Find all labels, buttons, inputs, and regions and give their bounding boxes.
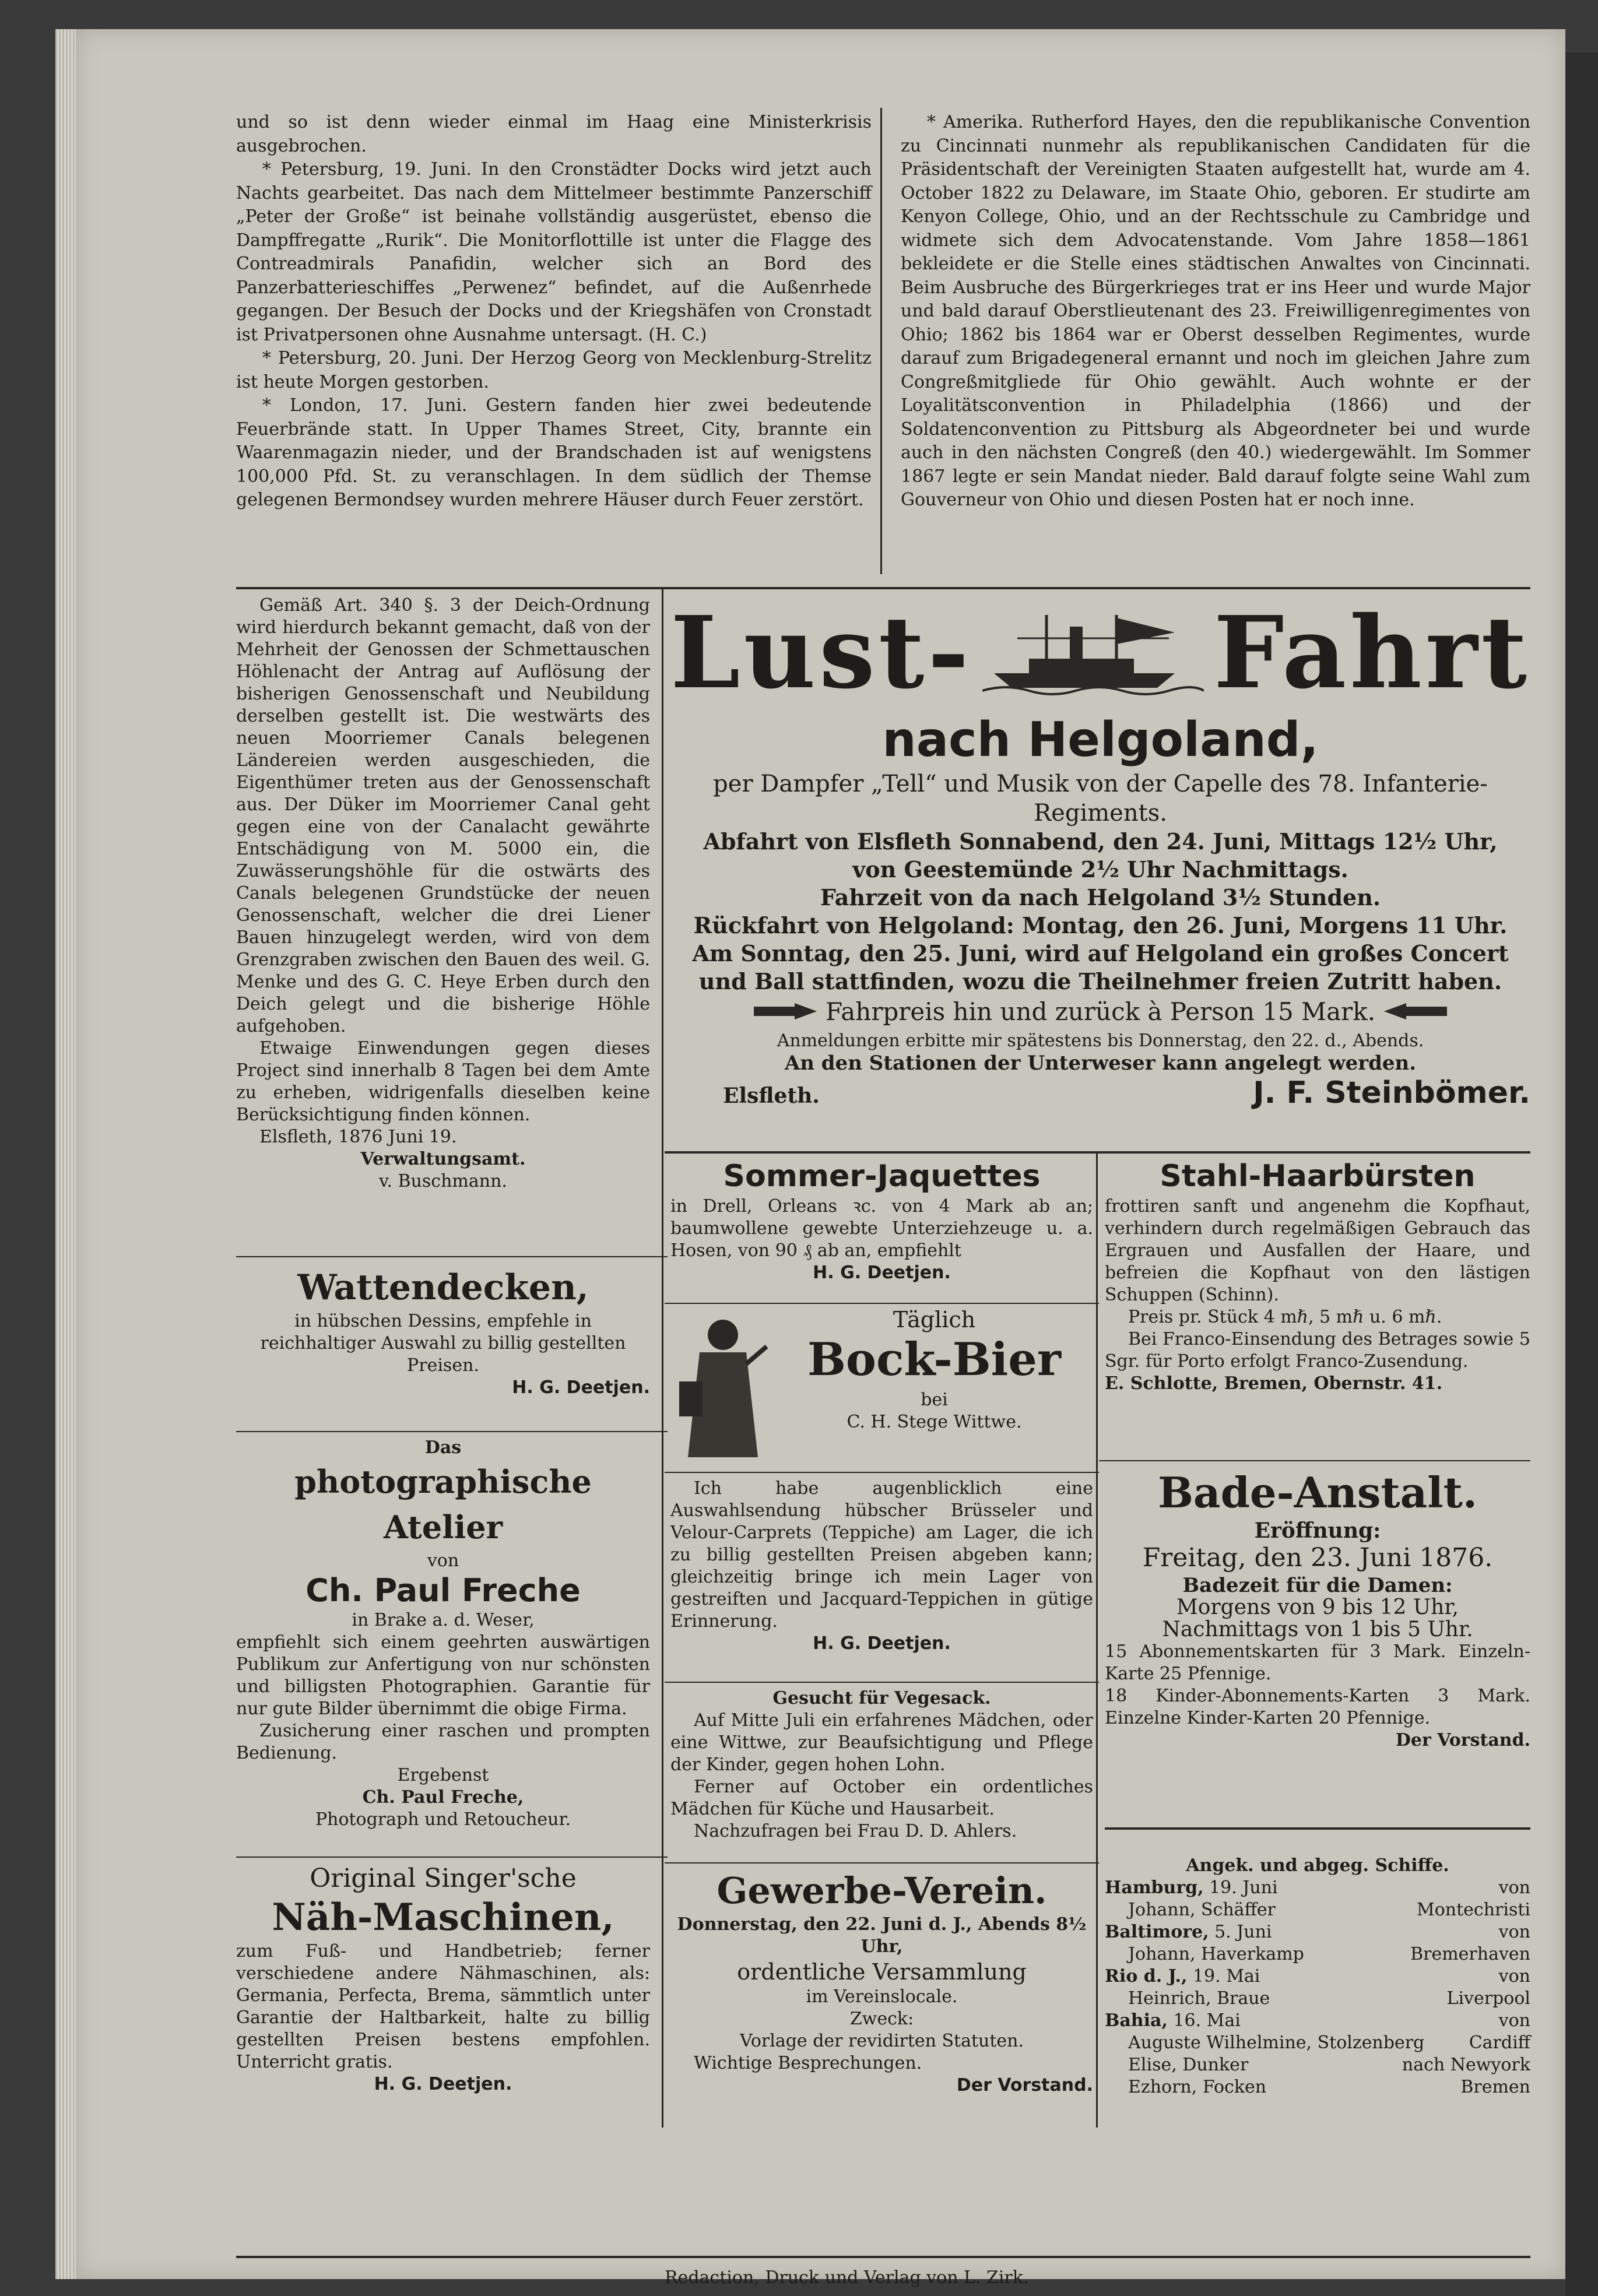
ship-name: Auguste Wilhelmine, Stolzenberg <box>1128 2033 1425 2053</box>
teppiche-ad <box>670 1478 1093 1655</box>
atelier-role: Photograph und Retoucheur. <box>315 1809 571 1830</box>
news-item: * Petersburg, 19. Juni. In den Cronstädter Docks wird jetzt auch Nachts gearbeitet. Das nach dem Mittelmeer bestimmte Panzerschiff „Peter der Große“ ist beinahe vollständig ausgerüstet, ebenso die Dampffregatte „Rurik“. Die Monitorflottille ist unter die Flagge des Contreadmirals Panafidin, welcher sich an Bord des Panzerbatterieschiffes „Perwenez“ befindet, auf die Außenrhede gegangen. Der Besuch der Docks und der Kriegshäfen von Cronstadt ist Privatpersonen ohne Ausnahme untersagt. (H. C.) <box>236 159 872 345</box>
ship-date: 5. Juni <box>1214 1922 1272 1942</box>
news-item: * Amerika. Rutherford Hayes, den die republikanische Convention zu Cincinnati nunmehr als republikanischen Candidaten für die Präsidentschaft der Vereinigten Staaten aufgestellt hat, wurde am 4. October 1822 zu Delaware, im Staate Ohio, geboren. Er studirte am Kenyon College, Ohio, und an der Rechtsschule zu Cambridge und widmete sich dem Advocatenstande. Vom Jahre 1858—1861 bekleidete er die Stelle eines städtischen Anwaltes von Cincinnati. Beim Ausbruche des Bürgerkrieges trat er ins Heer und wurde Major und bald darauf Oberstlieutenant des 23. Freiwilligenregimentes von Ohio; 1862 bis 1864 war er Oberst desselben Regimentes, wurde darauf zum Brigadegeneral ernannt und noch im gleichen Jahre zum Congreßmitgliede für Ohio gewählt. Auch wohnte er der Loyalitätsconvention in Philadelphia (1866) und der Soldatenconvention zu Pittsburg als Abgeordneter bei und wurde auch in den nächsten Congreß (den 40.) wiedergewählt. Im Sommer 1867 legte er sein Mandat nieder. Bald darauf folgte seine Wahl zum Gouverneur von Ohio und diesen Posten hat er noch inne. <box>901 112 1530 510</box>
deich-notice <box>236 595 650 1193</box>
ship-name: Johann, Haverkamp <box>1128 1944 1304 1964</box>
ship-date: 16. Mai <box>1173 2010 1241 2031</box>
gewerbe-date: Donnerstag, den 22. Juni d. J., Abends 8½ Uhr, <box>677 1914 1087 1957</box>
haarbuersten-signer: E. Schlotte, Bremen, Obernstr. 41. <box>1105 1373 1443 1394</box>
gesucht-text2: Ferner auf October ein ordentliches Mädchen für Küche und Hausarbeit. <box>670 1777 1093 1819</box>
ship-entry <box>1105 1921 1530 1966</box>
ship-date: 19. Juni <box>1209 1877 1278 1898</box>
gesucht-ad <box>670 1687 1093 1843</box>
ad-divider <box>1099 1460 1530 1461</box>
gesucht-title: Gesucht für Vegesack. <box>772 1688 991 1708</box>
gesucht-text: Auf Mitte Juli ein erfahrenes Mädchen, oder eine Wittwe, zur Beaufsichtigung und Pflege der Kinder, gegen hohen Lohn. <box>670 1710 1093 1775</box>
gewerbe-ad <box>670 1868 1093 2097</box>
pointing-hand-icon <box>754 997 818 1030</box>
bade-ladies: Badezeit für die Damen: <box>1182 1574 1453 1597</box>
atelier-place: in Brake a. d. Weser, <box>352 1610 535 1630</box>
ship-port: Hamburg, <box>1105 1877 1204 1898</box>
wattendecken-title: Wattendecken, <box>297 1267 589 1308</box>
ad-divider <box>665 1682 1099 1683</box>
lustfahrt-title-left: Lust- <box>670 595 972 711</box>
gewerbe-meeting: ordentliche Versammlung <box>737 1959 1027 1985</box>
jaquettes-signer: H. G. Deetjen. <box>813 1263 951 1283</box>
ad-divider <box>236 1857 668 1858</box>
bockbier-bei: bei <box>921 1390 948 1410</box>
wattendecken-signer: H. G. Deetjen. <box>512 1377 650 1398</box>
lustfahrt-register: Anmeldungen erbitte mir spätestens bis Donnerstag, den 22. d., Abends. <box>777 1031 1424 1051</box>
ship-date: 19. Mai <box>1192 1966 1260 1986</box>
jaquettes-text: in Drell, Orleans ꝛc. von 4 Mark ab an; baumwollene gewebte Unterziehzeuge u. a. Hosen, von 90 ₰ ab an, empfiehlt <box>670 1196 1093 1261</box>
lustfahrt-subtitle: nach Helgoland, <box>882 712 1319 768</box>
haarbuersten-text2: Bei Franco-Einsendung des Betrages sowie 5 Sgr. für Porto erfolgt Franco-Zusendung. <box>1105 1329 1530 1372</box>
naehmaschinen-ad <box>236 1862 650 2095</box>
atelier-von: von <box>427 1550 459 1571</box>
haarbuersten-price: Preis pr. Stück 4 mℏ, 5 mℏ u. 6 mℏ. <box>1128 1307 1442 1327</box>
news-item: * London, 17. Juni. Gestern fanden hier zwei bedeutende Feuerbrände statt. In Upper Thames Street, City, brannte ein Waarenmagazin nieder, und der Brandschaden ist auf wenigstens 100,000 Pfd. St. zu veranschlagen. In dem südlich der Themse gelegenen Bermondsey wurden mehrere Häuser durch Feuer zerstört. <box>236 395 872 510</box>
ship-name: Ezhorn, Focken <box>1128 2077 1267 2097</box>
atelier-regards: Ergebenst <box>397 1765 489 1785</box>
gewerbe-place: im Vereinslocale. <box>806 1986 958 2007</box>
ship-entry <box>1105 1966 1530 2010</box>
ship-destination: nach Newyork <box>1402 2055 1530 2075</box>
ship-destination: Bremen <box>1460 2077 1530 2097</box>
lustfahrt-line3: von Geestemünde 2½ Uhr Nachmittags. <box>852 856 1348 882</box>
gewerbe-purpose: Zweck: <box>849 2009 914 2029</box>
column-divider <box>1096 1151 1098 2128</box>
bade-tickets1: 15 Abonnementskarten für 3 Mark. Einzeln-Karte 25 Pfennige. <box>1105 1641 1530 1684</box>
bockbier-title: Bock-Bier <box>807 1333 1061 1386</box>
bade-date: Freitag, den 23. Juni 1876. <box>1142 1543 1493 1573</box>
jaquettes-title: Sommer-Jaquettes <box>723 1159 1041 1194</box>
bade-tickets2: 18 Kinder-Abonnements-Karten 3 Mark. Einzelne Kinder-Karten 20 Pfennige. <box>1105 1686 1530 1728</box>
monk-beer-icon <box>676 1312 770 1469</box>
lustfahrt-title-right: Fahrt <box>1213 595 1530 711</box>
atelier-text: empfiehlt sich einem geehrten auswärtigen Publikum zur Anfertigung von nur schönsten und billigsten Photographien. Garantie für nur gute Bilder übernimmt die obige Firma. <box>236 1632 650 1719</box>
lustfahrt-stations: An den Stationen der Unterweser kann angelegt werden. <box>784 1052 1417 1075</box>
notice-office: Verwaltungsamt. <box>360 1149 526 1169</box>
ad-divider <box>236 1431 668 1432</box>
gewerbe-item2: Wichtige Besprechungen. <box>694 2053 922 2073</box>
ad-divider <box>665 1862 1099 1863</box>
atelier-ad <box>236 1437 650 1831</box>
lustfahrt-line1: per Dampfer „Tell“ und Musik von der Capelle des 78. Infanterie-Regiments. <box>713 771 1488 827</box>
haarbuersten-text: frottiren sanft und angenehm die Kopfhaut, verhindern durch regelmäßigen Gebrauch das Ergrauen und Ausfallen der Haare, und befreien die Kopfhaut von den lästigen Schuppen (Schinn). <box>1105 1196 1530 1305</box>
haarbuersten-title: Stahl-Haarbürsten <box>1160 1159 1476 1194</box>
ad-divider <box>665 1303 1099 1304</box>
lustfahrt-line2: Abfahrt von Elsfleth Sonnabend, den 24. Juni, Mittags 12½ Uhr, <box>703 828 1498 855</box>
lustfahrt-line5: Rückfahrt von Helgoland: Montag, den 26. Juni, Morgens 11 Uhr. <box>693 912 1508 938</box>
lustfahrt-ad <box>670 595 1530 1112</box>
wattendecken-text: in hübschen Dessins, empfehle in reichhaltiger Auswahl zu billig gestellten Preisen. <box>260 1311 626 1376</box>
gewerbe-signer: Der Vorstand. <box>956 2075 1093 2095</box>
bade-ad <box>1105 1466 1530 1752</box>
atelier-text2: Zusicherung einer raschen und prompten Bedienung. <box>236 1721 650 1763</box>
bade-title: Bade-Anstalt. <box>1158 1468 1477 1517</box>
news-left-column <box>236 111 872 512</box>
news-item: und so ist denn wieder einmal im Haag eine Ministerkrisis ausgebrochen. <box>236 112 872 156</box>
naehmaschinen-title: Näh-Maschinen, <box>272 1896 614 1939</box>
notice-signer: v. Buschmann. <box>379 1171 507 1191</box>
jaquettes-ad <box>670 1157 1093 1284</box>
ship-origin: Montechristi <box>1416 1900 1530 1920</box>
ship-entry <box>1105 2054 1530 2076</box>
gesucht-text3: Nachzufragen bei Frau D. D. Ahlers. <box>694 1821 1017 1841</box>
schiffe-list <box>1105 1855 1530 2098</box>
ship-port: Baltimore, <box>1105 1922 1209 1942</box>
bade-afternoon: Nachmittags von 1 bis 5 Uhr. <box>1162 1618 1473 1641</box>
atelier-pre: Das <box>424 1437 462 1458</box>
naehmaschinen-text: zum Fuß- und Handbetrieb; ferner verschiedene andere Nähmaschinen, als: Germania, Perfecta, Brema, sämmtlich unter Garantie der Haltbarkeit, halte zu billig gestellten Preisen bestens empfohlen. Unterricht gratis. <box>236 1941 650 2072</box>
news-item: * Petersburg, 20. Juni. Der Herzog Georg von Mecklenburg-Strelitz ist heute Morgen gestorben. <box>236 348 872 392</box>
pointing-hand-icon <box>1383 997 1447 1030</box>
wattendecken-ad <box>236 1265 650 1399</box>
lustfahrt-place: Elsfleth. <box>723 1084 820 1108</box>
haarbuersten-ad <box>1105 1157 1530 1395</box>
ship-von: von <box>1498 1966 1530 1986</box>
ship-entry <box>1105 1877 1530 1921</box>
ship-port: Rio d. J., <box>1105 1966 1188 1986</box>
notice-paragraph: Gemäß Art. 340 §. 3 der Deich-Ordnung wird hierdurch bekannt gemacht, daß von der Mehrheit der Genossen der Schmettauschen Höhlenacht der Antrag auf Auflösung der bisherigen Genossenschaft und Neubildung derselben gestellt ist. Die westwärts des neuen Moorriemer Canals belegenen Ländereien werden ausgeschieden, die Eigenthümer treten aus der Genossenschaft aus. Der Düker im Moorriemer Canal geht gegen eine von der Canalacht gewährte Entschädigung von M. 5000 ein, die Zuwässerungshöhle für die ostwärts des Canals belegenen Grundstücke der neuen Genossenschaft, welcher die drei Liener Bauen hinzugelegt werden, wird von dem Grenzgraben zwischen den Bauen des weil. G. Menke und des G. C. Heye Erben durch den Deich gelegt und die bisherige Höhle aufgehoben. <box>236 595 650 1036</box>
schiffe-title: Angek. und abgeg. Schiffe. <box>1186 1855 1449 1876</box>
ship-origin: Cardiff <box>1469 2033 1530 2053</box>
steamship-icon <box>982 609 1204 697</box>
naehmaschinen-signer: H. G. Deetjen. <box>374 2074 512 2094</box>
ship-entry <box>1105 2010 1530 2054</box>
notice-paragraph: Etwaige Einwendungen gegen dieses Project sind innerhalb 8 Tagen bei dem Amte zu erheben, widrigenfalls dieselben keine Berücksichtigung finden können. <box>236 1038 650 1125</box>
teppiche-text: Ich habe augenblicklich eine Auswahlsendung hübscher Brüsseler und Velour-Carprets (Teppiche) am Lager, die ich zu billig gestellten Preisen abgeben kann; gleichzeitig bringe ich mein Lager von gestreiften und Jacquard-Teppichen in gütige Erinnerung. <box>670 1478 1093 1632</box>
ship-von: von <box>1498 1877 1530 1898</box>
lustfahrt-price: Fahrpreis hin und zurück à Person 15 Mark. <box>825 997 1376 1026</box>
atelier-signer: Ch. Paul Freche, <box>362 1787 524 1808</box>
imprint: Redaction, Druck und Verlag von L. Zirk. <box>665 2267 1029 2288</box>
atelier-title: photographische Atelier <box>294 1463 592 1546</box>
page-binding <box>55 29 79 2279</box>
ad-divider <box>665 1472 1099 1473</box>
gewerbe-title: Gewerbe-Verein. <box>717 1869 1047 1912</box>
scan-edge <box>1565 52 1598 2296</box>
notice-date: Elsfleth, 1876 Juni 19. <box>259 1127 457 1147</box>
teppiche-signer: H. G. Deetjen. <box>813 1633 951 1654</box>
naehmaschinen-pre: Original Singer'sche <box>310 1863 577 1893</box>
column-divider <box>662 589 663 2128</box>
bockbier-ad <box>670 1309 1093 1466</box>
ship-von: von <box>1498 2010 1530 2031</box>
ship-origin: Liverpool <box>1446 1988 1530 2009</box>
lustfahrt-price-row <box>670 996 1530 1030</box>
bade-opening: Eröffnung: <box>1254 1518 1381 1543</box>
bockbier-signer: C. H. Stege Wittwe. <box>847 1412 1022 1432</box>
section-divider <box>1105 1827 1530 1830</box>
bade-signer: Der Vorstand. <box>1395 1730 1530 1750</box>
section-divider <box>236 587 1530 589</box>
lustfahrt-line6: Am Sonntag, den 25. Juni, wird auf Helgoland ein großes Concert und Ball stattfinden, wozu die Theilnehmer freien Zutritt haben. <box>692 940 1509 994</box>
gewerbe-item1: Vorlage der revidirten Statuten. <box>739 2031 1024 2051</box>
bockbier-pre: Täglich <box>893 1307 976 1332</box>
lustfahrt-signer: J. F. Steinbömer. <box>1253 1075 1530 1110</box>
ad-divider <box>236 1256 668 1257</box>
ship-origin: Bremerhaven <box>1410 1944 1530 1964</box>
lustfahrt-line4: Fahrzeit von da nach Helgoland 3½ Stunden. <box>820 884 1381 910</box>
atelier-name: Ch. Paul Freche <box>305 1572 581 1609</box>
bade-morning: Morgens von 9 bis 12 Uhr, <box>1176 1595 1459 1619</box>
footer-divider <box>236 2256 1530 2258</box>
ship-port: Bahia, <box>1105 2010 1168 2031</box>
ship-name: Heinrich, Braue <box>1128 1988 1270 2009</box>
ship-entry <box>1105 2076 1530 2098</box>
ship-name: Johann, Schäffer <box>1128 1900 1276 1920</box>
column-divider <box>880 108 882 574</box>
ship-name: Elise, Dunker <box>1128 2055 1249 2075</box>
news-right-column <box>901 111 1530 512</box>
ship-von: von <box>1498 1922 1530 1942</box>
